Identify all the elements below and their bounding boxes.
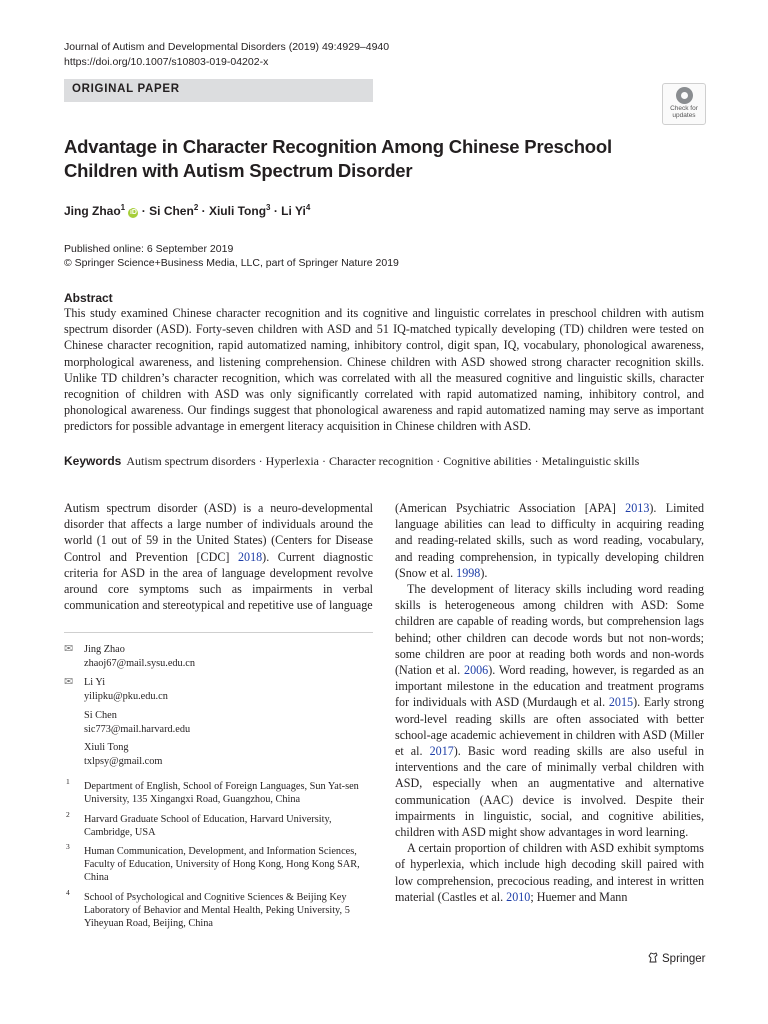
publication-info — [64, 242, 399, 270]
journal-citation: Journal of Autism and Developmental Disorders (2019) 49:4929–4940 — [64, 41, 390, 53]
journal-header — [64, 40, 389, 70]
check-for-label: Check for — [670, 105, 698, 112]
citation-link[interactable]: 2015 — [608, 695, 634, 710]
body-text: ). Limited language abilities can lead to difficulty in acquiring reading and reading-related skills, such as word reading, vocabulary, and reading comprehension, in typically developing children (Snow et al. — [395, 501, 704, 580]
contact-email[interactable]: sic773@mail.harvard.edu — [84, 723, 191, 735]
author-separator: · — [138, 204, 150, 218]
citation-link[interactable]: 2006 — [464, 663, 489, 678]
body-text: ). Current diagnostic criteria for ASD in the area of language development revolve around core symptoms such as impairments in verbal communication and stereotypical and repetitive use of language — [64, 549, 373, 613]
keywords-label: Keywords — [64, 454, 122, 468]
article-type-ribbon — [64, 79, 373, 102]
author-name[interactable]: Jing Zhao — [64, 204, 121, 218]
right-column-text — [395, 500, 704, 905]
title-line-1: Advantage in Character Recognition Among Chinese Preschool — [64, 136, 612, 157]
affiliation-number: 2 — [66, 810, 70, 819]
author-separator: · — [198, 204, 209, 218]
doi-link[interactable]: https://doi.org/10.1007/s10803-019-04202-x — [64, 56, 269, 68]
author-affil-sup: 4 — [305, 203, 311, 212]
keywords-text: Autism spectrum disorders · Hyperlexia · Character recognition · Cognitive abilities · Metalinguistic skills — [126, 454, 640, 468]
body-text: Autism spectrum disorder (ASD) is a neuro-developmental disorder that affects a large number of individuals around the world (1 out of 59 in the United States) (Centers for Disease Control and Prevention [CDC] — [64, 501, 373, 564]
article-type-label: ORIGINAL PAPER — [72, 83, 180, 95]
author-name[interactable]: Si Chen — [149, 204, 194, 218]
keywords-line — [64, 454, 639, 469]
citation-link[interactable]: 2018 — [237, 549, 263, 564]
contact-block — [84, 676, 168, 703]
contact-block — [84, 643, 195, 670]
affiliation-text: School of Psychological and Cognitive Sciences & Beijing Key Laboratory of Behavior and Mental Health, Peking University, 5 Yiheyuan Road, Beijing, China — [84, 892, 350, 929]
author-affil-sup: 2 — [193, 203, 199, 212]
paragraph — [395, 840, 704, 905]
title-line-2: Children with Autism Spectrum Disorder — [64, 160, 413, 181]
paragraph — [395, 581, 704, 840]
check-for-updates-badge[interactable] — [662, 83, 706, 125]
author-name[interactable]: Xiuli Tong — [208, 204, 267, 218]
affiliation-number: 1 — [66, 777, 70, 786]
affiliation-text: Harvard Graduate School of Education, Harvard University, Cambridge, USA — [84, 814, 332, 838]
contact-block — [84, 741, 162, 768]
envelope-icon: ✉ — [64, 643, 74, 655]
author-separator: · — [270, 204, 282, 218]
author-affil-sup: 1 — [120, 203, 126, 212]
citation-link[interactable]: 2017 — [429, 744, 454, 759]
affiliation-number: 3 — [66, 842, 70, 851]
body-text: (American Psychiatric Association [APA] — [395, 501, 626, 515]
affiliation-text: Human Communication, Development, and Information Sciences, Faculty of Education, University of Hong Kong, Hong Kong SAR, China — [84, 846, 360, 883]
citation-link[interactable]: 2013 — [625, 501, 650, 515]
published-date: Published online: 6 September 2019 — [64, 243, 234, 255]
body-text: ). Word reading, however, is regarded as an important milestone in the education and treatment programs for individuals with ASD (Murdaugh et al. — [395, 663, 704, 710]
springer-horse-icon — [648, 952, 658, 963]
body-text: The development of literacy skills including word reading skills is heterogeneous among children with ASD: Some children are capable of reading words, but comprehension lags behind; other children can decode words but not non-words; some children are poor at reading both words and non-words (Nation et al. — [395, 582, 704, 678]
abstract-heading: Abstract — [64, 291, 113, 305]
contact-email[interactable]: yilipku@pku.edu.cn — [84, 690, 168, 702]
citation-link[interactable]: 2010 — [506, 889, 531, 904]
body-text: ; Huemer and Mann — [530, 889, 628, 904]
paragraph — [395, 500, 704, 581]
orcid-icon[interactable]: iD — [129, 209, 137, 216]
contact-email[interactable]: txlpsy@gmail.com — [84, 755, 163, 767]
body-text: ). Early strong word-level reading skills are often associated with better school-age academic achievement in children with ASD (Miller et al. — [395, 695, 704, 759]
affiliation-text: Department of English, School of Foreign Languages, Sun Yat-sen University, 135 Xingangxi Road, Guangzhou, China — [84, 781, 359, 805]
citation-link[interactable]: 1998 — [456, 565, 481, 580]
footnote-divider — [64, 632, 373, 633]
contact-block — [84, 709, 190, 736]
update-icon — [676, 87, 693, 104]
envelope-icon: ✉ — [64, 676, 74, 688]
contact-email[interactable]: zhaoj67@mail.sysu.edu.cn — [84, 657, 195, 669]
author-name[interactable]: Li Yi — [281, 204, 306, 218]
affiliation-number: 4 — [66, 888, 70, 897]
publisher-logo — [648, 952, 705, 965]
contact-name: Si Chen — [84, 710, 117, 721]
contact-name: Xiuli Tong — [84, 742, 129, 753]
left-column-text — [64, 500, 373, 613]
body-text: A certain proportion of children with ASD exhibit symptoms of hyperlexia, which include high decoding skill paired with low comprehension, precocious reading, and interest in written material (Castles et al. — [395, 841, 704, 904]
publisher-name: Springer — [662, 953, 706, 965]
updates-label: updates — [672, 112, 696, 119]
contact-name: Jing Zhao — [84, 644, 125, 655]
copyright-line: © Springer Science+Business Media, LLC, part of Springer Nature 2019 — [64, 257, 399, 269]
body-text: ). Basic word reading skills are also useful in interventions and the care of minimally verbal children with ASD, especially when an augmentative and alternative communication (AAC) device is involved. Despite their impairments in linguistic, social, and cognitive abilities, children with ASD might show advantages in word learning. — [395, 744, 704, 840]
abstract-text: This study examined Chinese character recognition and its cognitive and linguistic correlates in preschool children with autism spectrum disorder (ASD). Forty-seven children with ASD and 51 IQ-matched typically developing (TD) children were tested on Chinese character recognition, rapid automatized naming, inhibitory control, digit span, IQ, vocabulary, phonological awareness, morphological awareness, and listening comprehension. Chinese children with ASD showed strong character recognition skills. Unlike TD children’s character recognition, which was correlated with all the measured cognitive and linguistic skills, character recognition of children with ASD was only significantly correlated with rapid automatized naming, inhibitory control, and phonological awareness. Our findings suggest that phonological awareness and rapid automatized naming may serve as important predictors for possible advantage in emergent literacy acquisition in Chinese children with ASD. — [64, 306, 704, 434]
author-affil-sup: 3 — [266, 203, 271, 212]
author-list — [64, 203, 310, 218]
body-text: ). — [480, 565, 488, 580]
article-title — [64, 135, 684, 183]
contact-name: Li Yi — [84, 677, 106, 688]
